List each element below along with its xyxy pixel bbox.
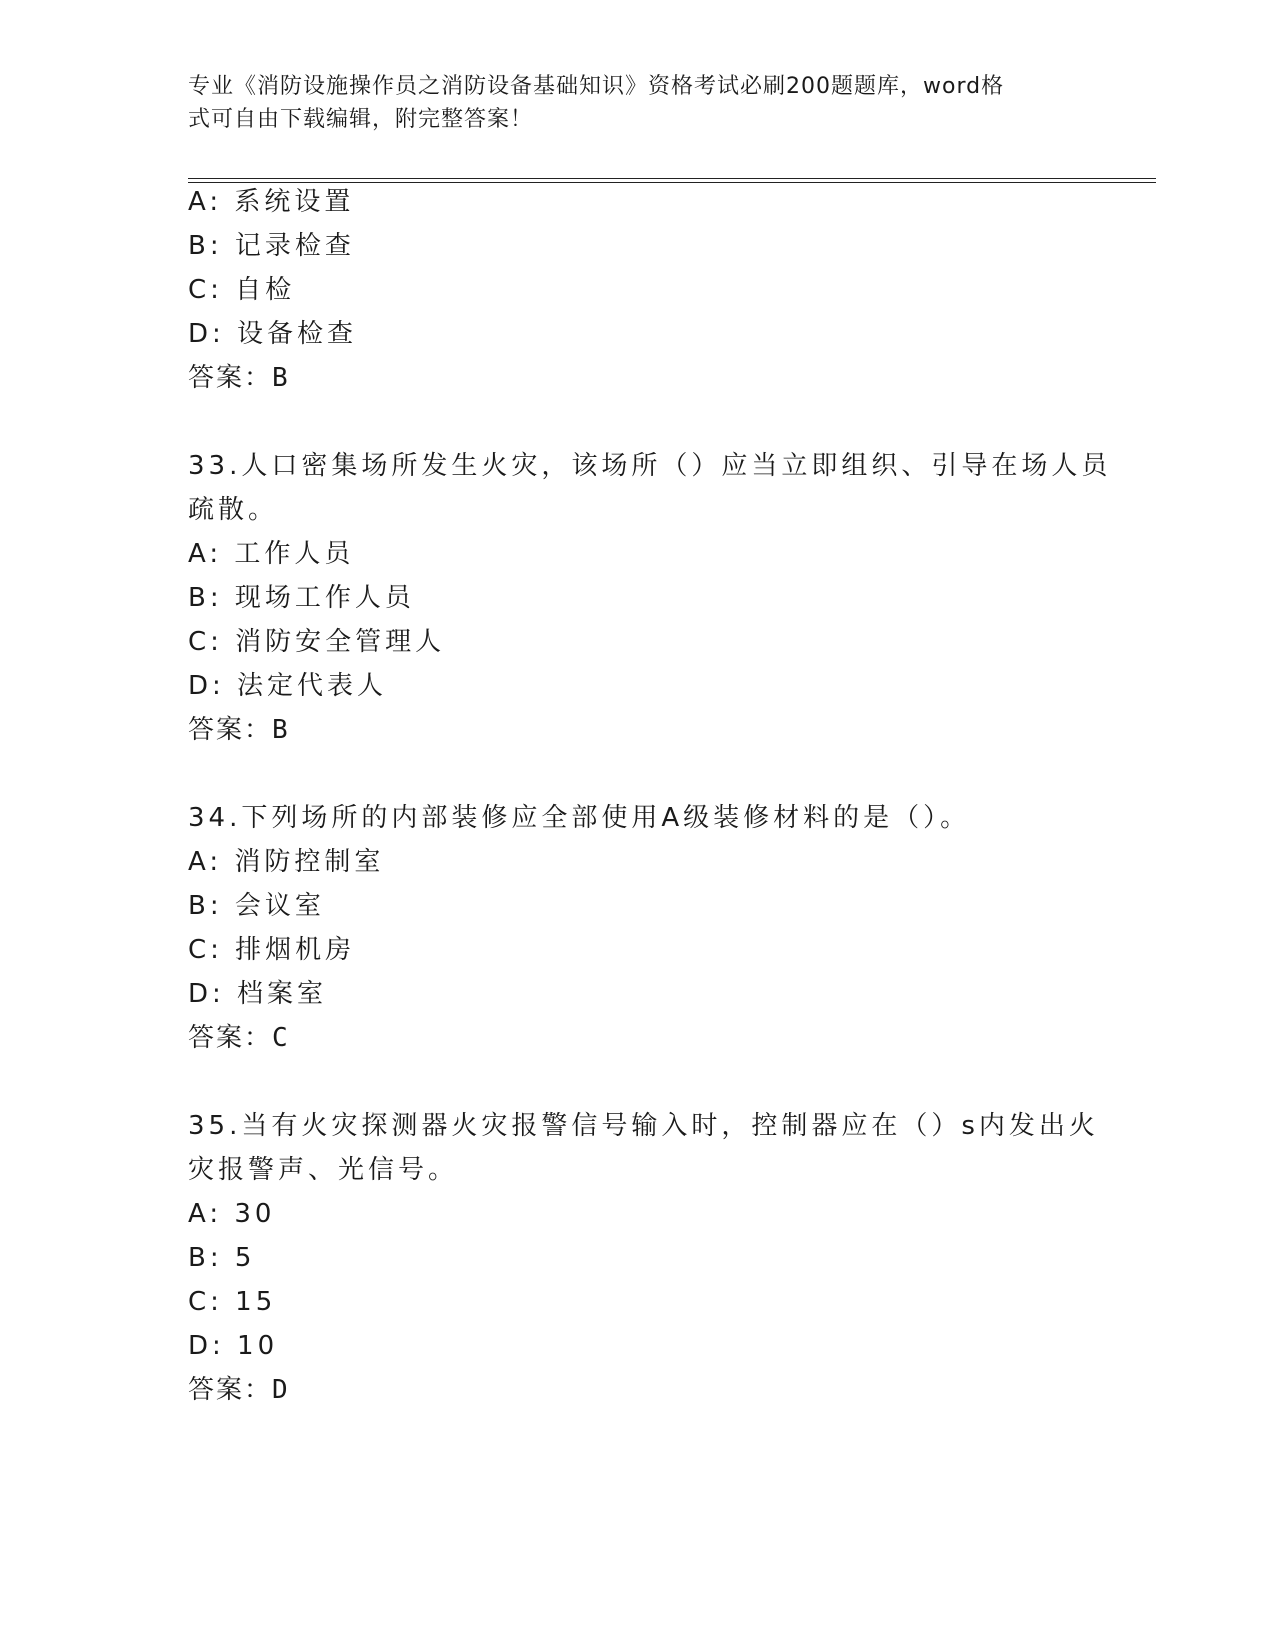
q34-answer: 答案：C	[188, 1023, 290, 1053]
q34-stem-line-1: 34.下列场所的内部装修应全部使用A级装修材料的是（）。	[188, 803, 971, 833]
header-divider	[188, 178, 1156, 183]
document-header	[188, 70, 1068, 136]
header-line-1: 专业《消防设施操作员之消防设备基础知识》资格考试必刷200题题库，word格	[188, 74, 1005, 99]
q35-option-b: B: 5	[188, 1243, 256, 1273]
q34-option-b: B: 会议室	[188, 891, 325, 921]
q35-option-d: D: 10	[188, 1331, 279, 1361]
q35-stem-line-2: 灾报警声、光信号。	[188, 1155, 459, 1185]
prev-answer: 答案：B	[188, 363, 290, 393]
q33-option-c: C: 消防安全管理人	[188, 627, 446, 657]
q35-option-c: C: 15	[188, 1287, 277, 1317]
q35-answer: 答案：D	[188, 1375, 290, 1405]
q34-option-d: D: 档案室	[188, 979, 328, 1009]
prev-option-a: A: 系统设置	[188, 187, 355, 217]
prev-option-b: B: 记录检查	[188, 231, 355, 261]
prev-option-c: C: 自检	[188, 275, 296, 305]
header-line-2: 式可自由下载编辑，附完整答案！	[188, 107, 534, 132]
q33-answer: 答案：B	[188, 715, 290, 745]
q33-option-b: B: 现场工作人员	[188, 583, 415, 613]
q33-option-a: A: 工作人员	[188, 539, 355, 569]
q33-stem-line-1: 33.人口密集场所发生火灾，该场所（）应当立即组织、引导在场人员	[188, 451, 1112, 481]
q35-option-a: A: 30	[188, 1199, 276, 1229]
q33-option-d: D: 法定代表人	[188, 671, 388, 701]
q34-option-c: C: 排烟机房	[188, 935, 356, 965]
prev-option-d: D: 设备检查	[188, 319, 358, 349]
q35-stem-line-1: 35.当有火灾探测器火灾报警信号输入时，控制器应在（）s内发出火	[188, 1111, 1099, 1141]
q33-stem-line-2: 疏散。	[188, 495, 279, 525]
q34-option-a: A: 消防控制室	[188, 847, 385, 877]
